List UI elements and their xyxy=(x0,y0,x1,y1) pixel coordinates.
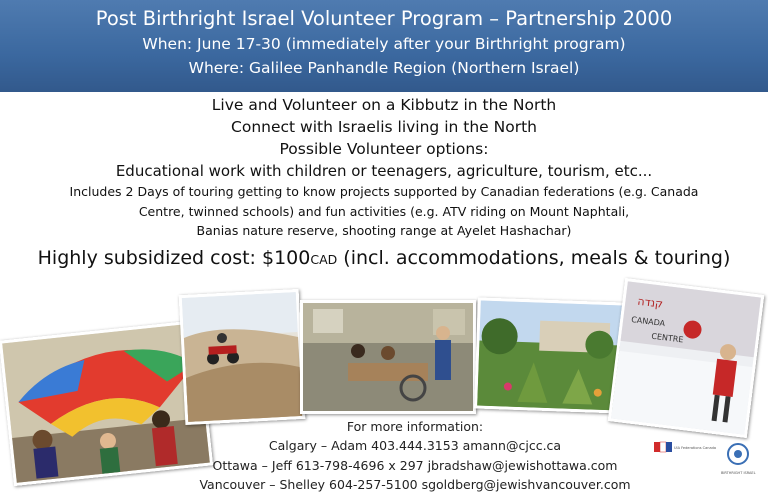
federations-logo-text: UIA Federations Canada xyxy=(674,446,716,450)
header-banner xyxy=(0,0,768,92)
connect-line: Connect with Israelis living in the North xyxy=(231,118,537,136)
options-heading: Possible Volunteer options: xyxy=(279,140,489,158)
sign-centre: CENTRE xyxy=(650,331,684,345)
classroom-illustration xyxy=(303,303,473,411)
program-dates: When: June 17-30 (immediately after your Birthright program) xyxy=(142,35,626,53)
contact-heading: For more information: xyxy=(346,419,484,434)
contact-ottawa: Ottawa – Jeff 613-798-4696 x 297 jbradshaw@jewishottawa.com xyxy=(212,457,618,473)
options-list: Educational work with children or teenagers, agriculture, tourism, etc... xyxy=(115,162,653,180)
kibbutz-line: Live and Volunteer on a Kibbutz in the North xyxy=(211,96,557,114)
photo-atv-riding xyxy=(179,289,306,425)
photo-classroom xyxy=(300,300,476,414)
canada-centre-illustration xyxy=(611,281,761,434)
birthright-logo-text: BIRTHRIGHT ISRAEL xyxy=(721,471,756,475)
federations-canada-logo xyxy=(652,440,716,468)
cost-line xyxy=(0,244,768,274)
contact-calgary: Calgary – Adam 403.444.3153 amann@cjcc.ca xyxy=(268,438,562,454)
contact-vancouver: Vancouver – Shelley 604-257-5100 sgoldberg@jewishvancouver.com xyxy=(199,476,631,492)
garden-illustration xyxy=(477,301,623,411)
birthright-israel-logo xyxy=(717,440,759,486)
touring-line-3: Banias nature reserve, shooting range at Ayelet Hashachar) xyxy=(196,223,572,238)
touring-line-1: Includes 2 Days of touring getting to know projects supported by Canadian federations (e.g. Canada xyxy=(69,184,699,199)
cost-currency: CAD xyxy=(310,251,338,267)
parachute-illustration xyxy=(2,323,210,483)
photo-garden xyxy=(474,297,626,413)
photo-canada-centre xyxy=(608,278,765,438)
touring-line-2: Centre, twinned schools) and fun activities (e.g. ATV riding on Mount Naphtali, xyxy=(138,203,630,219)
program-location: Where: Galilee Panhandle Region (Northern Israel) xyxy=(188,59,580,77)
sign-hebrew: קנדה xyxy=(636,294,664,311)
atv-illustration xyxy=(182,292,302,422)
program-description xyxy=(0,94,768,274)
cost-amount: Highly subsidized cost: $100 xyxy=(37,246,311,269)
program-title: Post Birthright Israel Volunteer Program – Partnership 2000 xyxy=(95,7,673,30)
cost-details: (incl. accommodations, meals & touring) xyxy=(337,246,731,269)
sign-canada: CANADA xyxy=(630,315,666,329)
contact-info xyxy=(190,417,640,494)
